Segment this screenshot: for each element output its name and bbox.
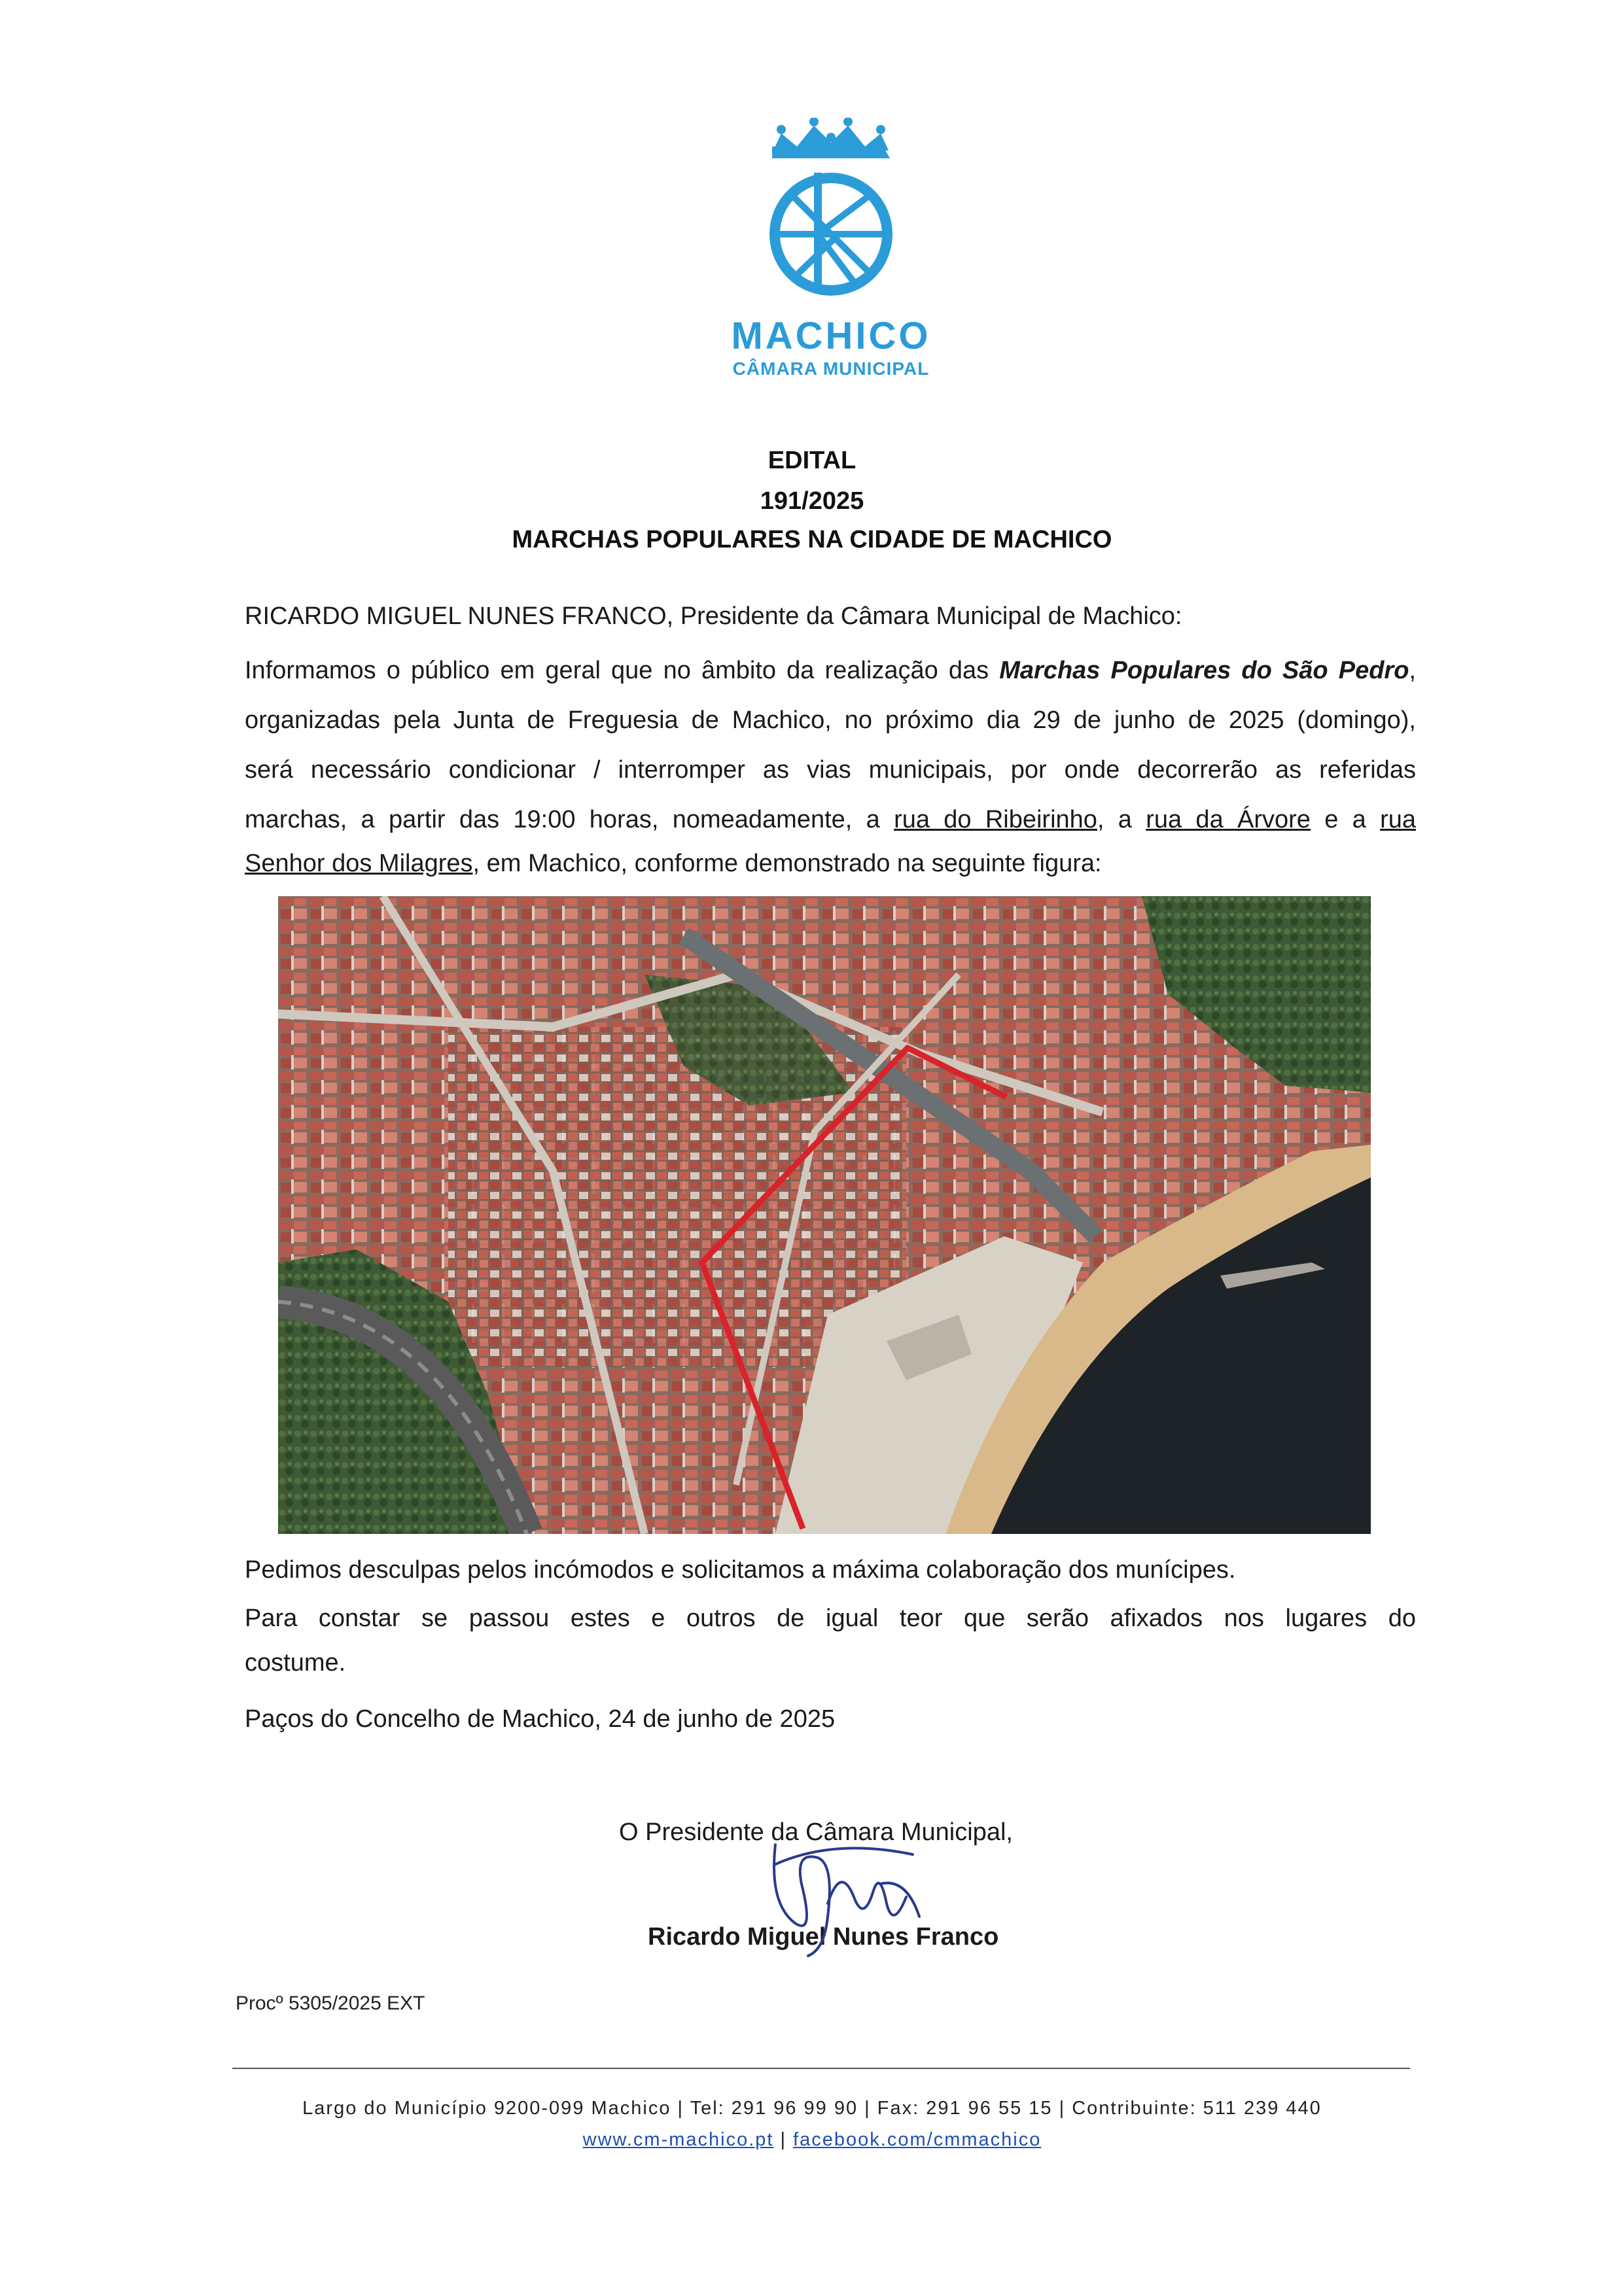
aerial-map-figure bbox=[278, 896, 1371, 1534]
logo-subtitle: CÂMARA MUNICIPAL bbox=[732, 358, 930, 379]
logo-wordmark: MACHICO bbox=[731, 315, 931, 357]
document-subject: MARCHAS POPULARES NA CIDADE DE MACHICO bbox=[512, 526, 1112, 553]
paragraph-1-line-2: organizadas pela Junta de Freguesia de Machico, no próximo dia 29 de junho de 2025 (domingo), bbox=[245, 706, 1416, 734]
footer-divider bbox=[232, 2068, 1410, 2069]
paragraph-1-line-3: será necessário condicionar / interromper as vias municipais, por onde decorrerão as referidas bbox=[245, 756, 1416, 784]
paragraph-1-line-4: marchas, a partir das 19:00 horas, nomeadamente, a rua do Ribeirinho, a rua da Árvore e a rua bbox=[245, 806, 1416, 833]
place-and-date: Paços do Concelho de Machico, 24 de junho de 2025 bbox=[245, 1705, 836, 1733]
machico-coat-of-arms-logo bbox=[759, 118, 903, 314]
facebook-link[interactable]: facebook.com/cmmachico bbox=[793, 2129, 1042, 2150]
paragraph-3-line-2: costume. bbox=[245, 1649, 346, 1677]
paragraph-1-line-1: Informamos o público em geral que no âmbito da realização das Marchas Populares do São Pedro, bbox=[245, 657, 1416, 684]
paragraph-3-line-1: Para constar se passou estes e outros de igual teor que serão afixados nos lugares do bbox=[245, 1605, 1416, 1632]
handwritten-signature bbox=[756, 1825, 926, 1962]
process-reference: Procº 5305/2025 EXT bbox=[236, 1992, 425, 2014]
street-rua-do-ribeirinho: rua do Ribeirinho bbox=[894, 806, 1097, 833]
apology-paragraph: Pedimos desculpas pelos incómodos e solicitamos a máxima colaboração dos munícipes. bbox=[245, 1556, 1236, 1584]
signatory-name: Ricardo Miguel Nunes Franco bbox=[648, 1923, 999, 1951]
document-type-title: EDITAL bbox=[768, 447, 856, 474]
footer-links bbox=[0, 2129, 1624, 2151]
street-senhor-dos-milagres: Senhor dos Milagres bbox=[245, 850, 473, 877]
event-name: Marchas Populares do São Pedro bbox=[999, 657, 1409, 684]
paragraph-1-line-5: Senhor dos Milagres, em Machico, conforme demonstrado na seguinte figura: bbox=[245, 850, 1102, 877]
signatory-role: O Presidente da Câmara Municipal, bbox=[619, 1818, 1013, 1846]
street-rua-da-arvore: rua da Árvore bbox=[1146, 806, 1311, 833]
footer-link-separator: | bbox=[773, 2129, 794, 2150]
website-link[interactable]: www.cm-machico.pt bbox=[582, 2129, 774, 2150]
document-number: 191/2025 bbox=[760, 487, 864, 515]
intro-line: RICARDO MIGUEL NUNES FRANCO, Presidente da Câmara Municipal de Machico: bbox=[245, 602, 1182, 630]
footer-contact-line: Largo do Município 9200-099 Machico | Tel: 291 96 99 90 | Fax: 291 96 55 15 | Contribuinte: 511 239 440 bbox=[302, 2098, 1322, 2119]
street-rua-word: rua bbox=[1380, 806, 1416, 833]
